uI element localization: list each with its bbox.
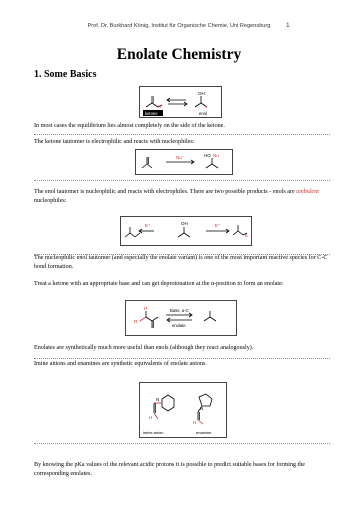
equivalents-figure bbox=[139, 382, 227, 438]
paragraph-2: The ketone tautomer is electrophilic and reacts with nucleophiles: bbox=[34, 139, 195, 145]
electrophilic-figure bbox=[135, 149, 233, 175]
divider bbox=[34, 358, 330, 359]
equivalents-diagram bbox=[140, 383, 226, 437]
author-line: Prof. Dr. Burkhard König, Institut für Organische Chemie, Uni Regensburg bbox=[87, 23, 271, 29]
paragraph-3 bbox=[34, 188, 334, 205]
divider bbox=[34, 180, 330, 181]
electrophilic-diagram bbox=[136, 150, 232, 174]
oh-label: OH bbox=[181, 221, 188, 226]
paragraph-3-tail: nucleophiles: bbox=[34, 197, 67, 204]
divider bbox=[34, 443, 330, 444]
electrophile-label-right: E⁺ bbox=[215, 223, 221, 228]
paragraph-7: Imine anions and enamines are synthetic equivalents of enolate anions. bbox=[34, 361, 207, 367]
enolate-label: enolate bbox=[172, 323, 186, 328]
deprotonation-figure bbox=[125, 300, 237, 336]
ambident-term: ambident bbox=[296, 189, 319, 195]
deprotonation-diagram bbox=[126, 301, 236, 335]
page-title: Enolate Chemistry bbox=[116, 46, 242, 63]
paragraph-6: Enolates are synthetically much more useful than enols (although they react analogously). bbox=[34, 345, 254, 351]
alpha-h-label: H bbox=[144, 306, 148, 311]
imine-minus-label: ⁻ bbox=[149, 392, 152, 397]
r-group-label: R bbox=[134, 320, 138, 325]
oh-label: OH bbox=[198, 91, 205, 96]
e-atom-label: E bbox=[245, 233, 249, 238]
electrophile-label-left: E⁺ bbox=[145, 223, 151, 228]
base-label: Base, α-C bbox=[170, 308, 189, 313]
enamine-h-label: H bbox=[193, 420, 197, 425]
page-number: 1 bbox=[286, 22, 290, 29]
nucleophile-label: Nu⁻ bbox=[176, 155, 185, 160]
enol-label: enol bbox=[199, 111, 207, 116]
enamine-label: enamine bbox=[196, 430, 212, 435]
nucleophilic-diagram bbox=[121, 217, 251, 245]
paragraph-8: By knowing the pKa values of the relevant acidic protons it is possible to predict suitable bases for forming the corresponding enolates. bbox=[34, 462, 305, 477]
imine-n-label: N bbox=[156, 397, 160, 402]
nucleophilic-figure bbox=[120, 216, 252, 246]
ketone-label: ketone bbox=[145, 110, 158, 116]
imine-anion-label: imine anion bbox=[143, 430, 164, 435]
section-heading: 1. Some Basics bbox=[34, 69, 97, 80]
paragraph-5: Treat a ketone with an appropriate base and can get deprotonation at the α-position to form an enolate: bbox=[34, 281, 284, 287]
divider bbox=[34, 134, 330, 135]
imine-h-label: H bbox=[149, 415, 153, 420]
paragraph-1: In most cases the equilibrium lies almost completely on the side of the ketone. bbox=[34, 123, 225, 129]
tautomer-figure bbox=[139, 86, 222, 118]
paragraph-3-text: The enol tautomer is nucleophilic and reacts with electrophiles. There are two possible products - enols are bbox=[34, 189, 297, 195]
nu-label: Nu bbox=[213, 153, 219, 158]
ho-label: HO bbox=[204, 153, 211, 158]
paragraph-4: The nucleophilic enol tautomer (and especially the enolate variant) is one of the most important reactive species for C-C bond formation. bbox=[34, 255, 328, 270]
enamine-n-label: N bbox=[200, 406, 204, 411]
tautomer-diagram bbox=[140, 87, 221, 117]
h-atom-label: H bbox=[158, 104, 162, 109]
